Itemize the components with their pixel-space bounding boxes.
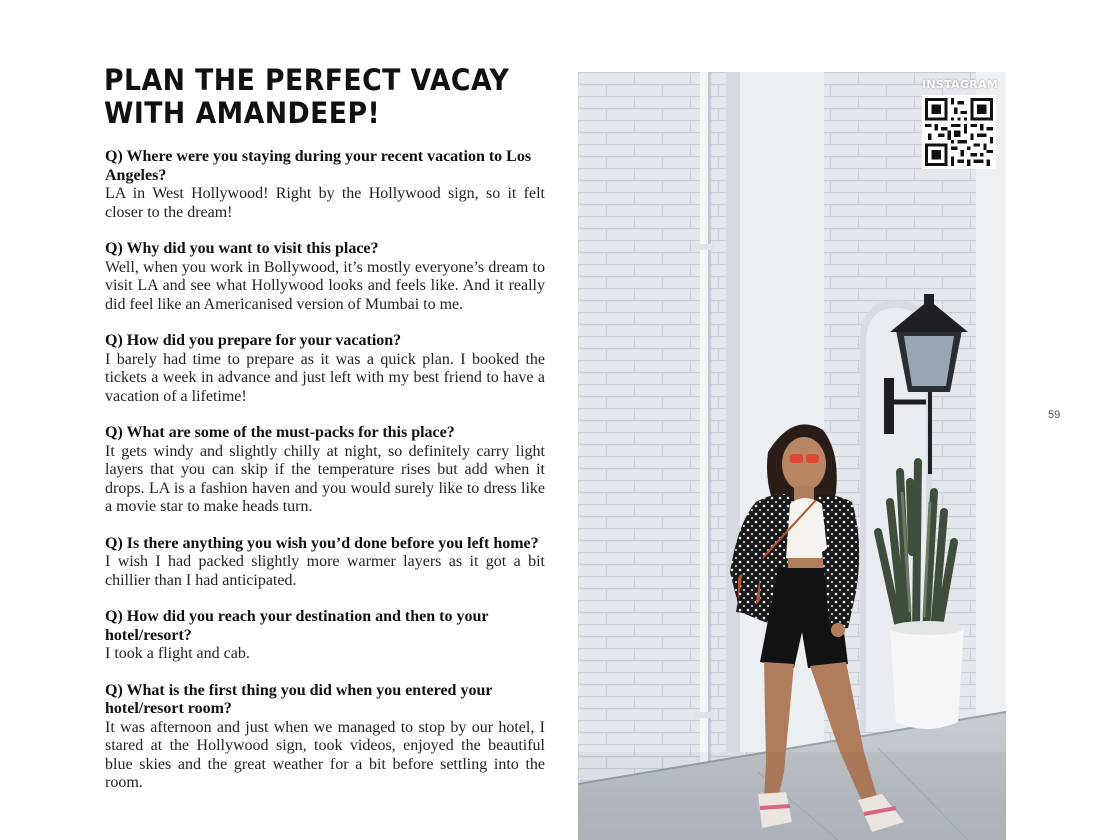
qa-item: [105, 332, 545, 406]
question: Q) What are some of the must-packs for this place?: [105, 424, 455, 441]
qr-code-icon: [925, 98, 993, 166]
question: Q) How did you prepare for your vacation?: [105, 332, 402, 349]
answer: I wish I had packed slightly more warmer layers as it got a bit chillier than I had anticipated.: [105, 553, 545, 589]
question: Q) Why did you want to visit this place?: [105, 240, 379, 257]
qa-item: [105, 535, 545, 591]
answer: LA in West Hollywood! Right by the Hollywood sign, so it felt closer to the dream!: [105, 185, 545, 221]
qa-item: [105, 682, 545, 793]
answer: I barely had time to prepare as it was a quick plan. I booked the tickets a week in advance and just left with my best friend to have a vacation of a lifetime!: [105, 350, 545, 405]
title-line-2: WITH AMANDEEP!: [104, 96, 381, 130]
qa-item: [105, 424, 545, 517]
question: Q) Where were you staying during your recent vacation to Los Angeles?: [105, 148, 532, 184]
travel-photo: [578, 72, 1006, 840]
qa-item: [105, 148, 545, 222]
qr-code-block: [922, 78, 998, 169]
qa-item: [105, 608, 545, 664]
answer: Well, when you work in Bollywood, it’s mostly everyone’s dream to visit LA and see what Hollywood looks and feels like. And it really did feel like an Americanised version of Mumbai to me.: [105, 258, 545, 313]
qr-code[interactable]: [922, 95, 996, 169]
answer: It was afternoon and just when we managed to stop by our hotel, I stared at the Hollywood sign, took videos, enjoyed the beautiful blue skies and the great weather for a bit before settling into the room.: [105, 718, 545, 791]
question: Q) Is there anything you wish you’d done before you left home?: [105, 534, 539, 552]
qr-label: INSTAGRAM: [922, 78, 999, 91]
question: Q) What is the first thing you did when you entered your hotel/resort room?: [105, 681, 493, 717]
qa-column: [105, 148, 545, 811]
qa-item: [105, 240, 545, 314]
answer: It gets windy and slightly chilly at night, so definitely carry light layers that you can skip if the temperature rises but add when it drops. LA is a fashion haven and you would surely like to dress like a movie star to make heads turn.: [105, 442, 545, 515]
question: Q) How did you reach your destination and then to your hotel/resort?: [105, 608, 489, 644]
page-number: 59: [1048, 409, 1061, 421]
answer: I took a flight and cab.: [105, 645, 250, 662]
article-title: [104, 64, 527, 130]
title-line-1: PLAN THE PERFECT VACAY: [104, 63, 510, 97]
photo-illustration: [578, 72, 1006, 840]
